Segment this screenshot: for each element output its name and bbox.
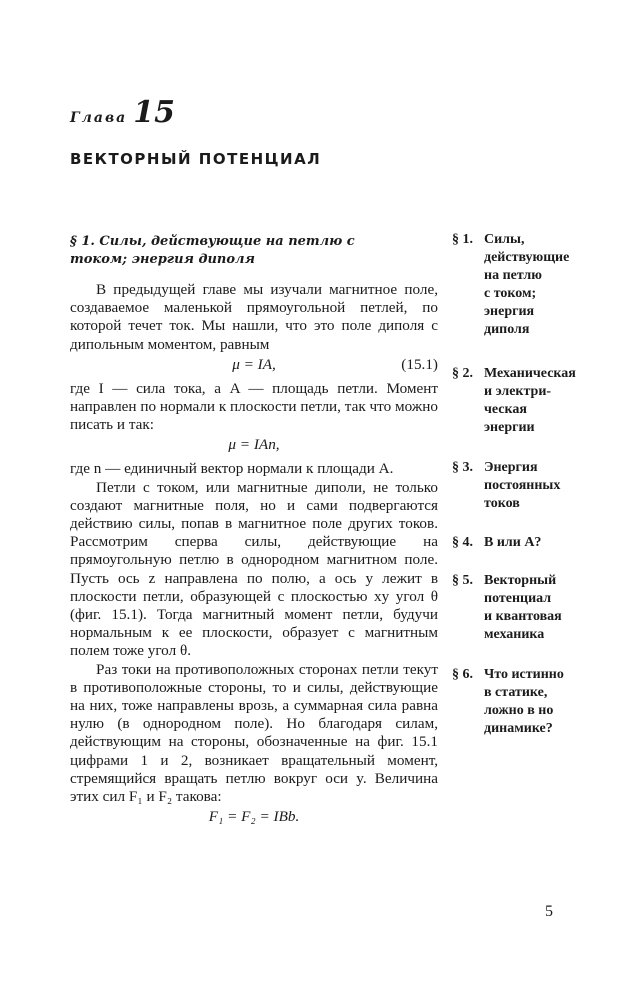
chapter-number: 15: [133, 95, 175, 130]
toc-item[interactable]: [452, 231, 612, 339]
paragraph: Раз токи на противоположных сторонах петли текут в противоположные стороны, то и силы, действующие на них, тоже направлены врозь, а суммарная сила равна нулю (в однородном поле). Но благодаря силам, действующим на стороны, обозначенные на фиг. 15.1 цифрами 1 и 2, возникает вращательный момент, стремящийся вращать петлю вокруг оси y. Величина этих сил F₁ и F₂ такова:: [70, 660, 438, 806]
toc-number: § 5.: [452, 573, 473, 588]
equation-text: F₁ = F₂ = IBb.: [208, 808, 300, 826]
toc-number: § 2.: [452, 366, 473, 381]
paragraph: где n — единичный вектор нормали к площади A.: [70, 460, 394, 478]
toc-label: Энергия постоянных токов: [484, 460, 561, 511]
section-heading: § 1. Силы, действующие на петлю с током; энергия диполя: [70, 234, 355, 267]
toc-item[interactable]: [452, 572, 612, 644]
equation: [70, 354, 438, 380]
chapter-title: ВЕКТОРНЫЙ ПОТЕНЦИАЛ: [70, 150, 322, 168]
toc-label: Что истинно в статике, ложно в но динамике?: [484, 667, 564, 736]
toc-label: Векторный потенциал и квантовая механика: [484, 573, 562, 642]
toc-item[interactable]: [452, 666, 612, 738]
equation-number: (15.1): [401, 355, 438, 373]
toc-number: § 3.: [452, 460, 473, 475]
toc-number: § 4.: [452, 535, 473, 550]
toc-number: § 1.: [452, 232, 473, 247]
chapter-word: Глава: [70, 110, 128, 126]
equation-text: μ = IAn,: [228, 436, 280, 454]
paragraph: В предыдущей главе мы изучали магнитное поле, создаваемое маленькой прямоугольной петлей, по которой течет ток. Мы нашли, что это поле диполя с дипольным моментом, равным: [70, 281, 438, 353]
equation-text: μ = IA,: [232, 355, 276, 373]
chapter-heading: [70, 95, 175, 130]
toc-item[interactable]: [452, 534, 612, 552]
toc-label: Механическая и электри- ческая энергии: [484, 366, 576, 435]
page-number: 5: [545, 903, 553, 920]
toc-label: Силы, действующие на петлю с током; энергия диполя: [484, 232, 570, 337]
body-text: [70, 281, 438, 830]
toc-item[interactable]: [452, 365, 612, 437]
paragraph: где I — сила тока, а A — площадь петли. Момент направлен по нормали к плоскости петли, так что можно писать и так:: [70, 379, 438, 434]
toc-number: § 6.: [452, 667, 473, 682]
paragraph: Петли с током, или магнитные диполи, не только создают магнитные поля, но и сами подвергаются действию силы, попав в магнитное поле других токов. Рассмотрим сперва силы, действующие на прямоугольную петлю в однородном магнитном поле. Пусть ось z направлена по полю, а ось y лежит в плоскости петли, образующей с плоскостью xy угол θ (фиг. 15.1). Тогда магнитный момент петли, будучи нормальным к ее плоскости, образует с магнитным полем тоже угол θ.: [70, 478, 438, 660]
equation: [70, 806, 438, 830]
equation: [70, 434, 438, 460]
toc-label: B или A?: [484, 535, 542, 550]
toc-item[interactable]: [452, 459, 612, 513]
